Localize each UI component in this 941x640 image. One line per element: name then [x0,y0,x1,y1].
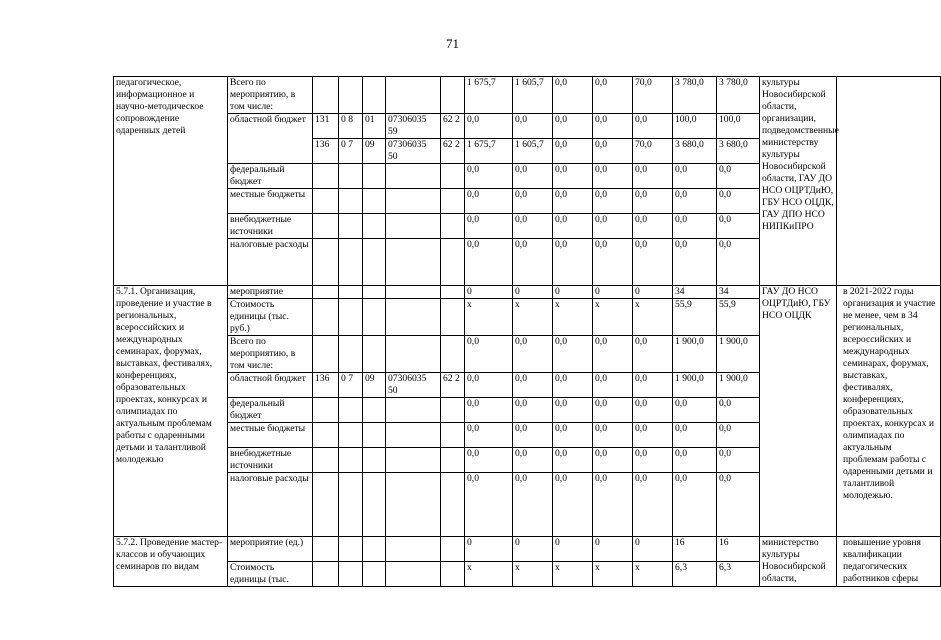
value-cell: 0,0 [633,398,673,423]
value-cell: 3 680,0 [717,139,760,164]
value-cell: 0,0 [633,164,673,189]
value-cell: 0 [465,537,513,562]
vr-code: 62 2 [441,139,465,164]
gmin-code [313,239,339,286]
csr-code [386,77,441,114]
pr-code [363,336,386,373]
value-cell: 0,0 [465,336,513,373]
gmin-code [313,336,339,373]
value-cell: 55,9 [717,299,760,336]
value-cell: 0,0 [717,398,760,423]
vr-code [441,164,465,189]
pr-code: 09 [363,139,386,164]
value-cell: 0,0 [593,77,633,114]
value-cell: 1 900,0 [717,373,760,398]
csr-code [386,214,441,239]
rz-code: 0 7 [339,373,363,398]
value-cell: x [513,299,553,336]
gmin-code: 136 [313,373,339,398]
activity-description: 5.7.1. Организация, проведение и участие в региональных, всероссийских и международных семинарах, форумах, выставках, фестивалях, конференциях, образовательных проектах, конкурсах и олимпиадах по актуальным проблемам работы с одаренными детьми и талантливой молодежью [114,286,228,537]
csr-code: 07306035 50 [386,373,441,398]
value-cell: 0,0 [673,473,717,537]
vr-code [441,336,465,373]
gmin-code [313,537,339,562]
executor-cell: министерство культуры Новосибирской области, [760,537,837,587]
pr-code [363,189,386,214]
value-cell: 0,0 [717,164,760,189]
rz-code [339,473,363,537]
value-cell: 70,0 [633,77,673,114]
vr-code [441,299,465,336]
value-cell: 0,0 [673,164,717,189]
value-cell: 0,0 [513,336,553,373]
value-cell: 0 [593,286,633,299]
value-cell: 1 675,7 [465,77,513,114]
value-cell: 0,0 [513,214,553,239]
value-cell: 3 680,0 [673,139,717,164]
gmin-code: 136 [313,139,339,164]
value-cell: 0,0 [553,398,593,423]
value-cell: 0,0 [465,473,513,537]
vr-code [441,448,465,473]
csr-code [386,336,441,373]
row-label: мероприятие (ед.) [228,537,313,562]
value-cell: 0,0 [593,473,633,537]
vr-code [441,537,465,562]
value-cell: 6,3 [717,562,760,587]
value-cell: 100,0 [673,114,717,139]
value-cell: 0 [513,286,553,299]
row-label: федеральный бюджет [228,398,313,423]
rz-code [339,286,363,299]
rz-code [339,189,363,214]
rz-code [339,77,363,114]
pr-code [363,214,386,239]
pr-code [363,448,386,473]
value-cell: 0,0 [553,139,593,164]
csr-code [386,448,441,473]
value-cell: 34 [673,286,717,299]
value-cell: x [633,299,673,336]
executor-cell: ГАУ ДО НСО ОЦРТДиЮ, ГБУ НСО ОЦДК [760,286,837,537]
value-cell: 0 [465,286,513,299]
value-cell: 0,0 [593,373,633,398]
value-cell: 0,0 [513,473,553,537]
value-cell: 0,0 [553,214,593,239]
pr-code [363,423,386,448]
pr-code [363,164,386,189]
value-cell: 0,0 [593,398,633,423]
csr-code: 07306035 59 [386,114,441,139]
vr-code [441,423,465,448]
value-cell: 0,0 [553,189,593,214]
pr-code [363,299,386,336]
rz-code: 0 7 [339,139,363,164]
value-cell: 0,0 [593,448,633,473]
value-cell: 1 900,0 [717,336,760,373]
value-cell: 0,0 [553,373,593,398]
value-cell: 0,0 [465,448,513,473]
row-label: местные бюджеты [228,189,313,214]
table-row [114,286,941,299]
value-cell: x [633,562,673,587]
row-label: Всего по мероприятию, в том числе: [228,77,313,114]
value-cell: 0 [593,537,633,562]
vr-code [441,473,465,537]
expected-result-cell: повышение уровня квалификации педагогических работников сферы [837,537,941,587]
value-cell: x [465,299,513,336]
csr-code [386,562,441,587]
value-cell: 0,0 [673,398,717,423]
gmin-code [313,164,339,189]
value-cell: 0,0 [553,239,593,286]
value-cell: 100,0 [717,114,760,139]
value-cell: x [513,562,553,587]
vr-code: 62 2 [441,373,465,398]
value-cell: x [553,299,593,336]
value-cell: 16 [717,537,760,562]
expected-result-cell [837,77,941,286]
value-cell: 0,0 [717,214,760,239]
gmin-code [313,562,339,587]
vr-code [441,286,465,299]
gmin-code [313,398,339,423]
value-cell: 0,0 [593,189,633,214]
value-cell: 0,0 [717,448,760,473]
value-cell: 0,0 [593,214,633,239]
value-cell: 0,0 [633,336,673,373]
csr-code [386,473,441,537]
value-cell: 0,0 [633,214,673,239]
value-cell: 0,0 [673,423,717,448]
rz-code [339,448,363,473]
value-cell: 0,0 [553,423,593,448]
vr-code [441,77,465,114]
value-cell: x [593,562,633,587]
value-cell: 0,0 [465,164,513,189]
csr-code [386,239,441,286]
row-label: Стоимость единицы (тыс. руб.) [228,299,313,336]
value-cell: 0,0 [553,164,593,189]
value-cell: x [553,562,593,587]
rz-code [339,336,363,373]
budget-table [113,76,941,587]
value-cell: 1 675,7 [465,139,513,164]
value-cell: 0 [553,286,593,299]
rz-code [339,562,363,587]
value-cell: 1 605,7 [513,139,553,164]
value-cell: 0,0 [465,114,513,139]
rz-code [339,423,363,448]
value-cell: 0,0 [513,398,553,423]
executor-cell: культуры Новосибирской области, организации, подведомственные министерству культуры Новосибирской области, ГАУ ДО НСО ОЦРТДиЮ, ГБУ НСО ОЦДК, ГАУ ДПО НСО НИПКиПРО [760,77,837,286]
csr-code: 07306035 50 [386,139,441,164]
value-cell: 0 [633,286,673,299]
value-cell: 0,0 [465,398,513,423]
value-cell: 0,0 [513,164,553,189]
value-cell: 1 605,7 [513,77,553,114]
value-cell: 1 900,0 [673,373,717,398]
value-cell: 0,0 [717,473,760,537]
value-cell: 0,0 [465,373,513,398]
row-label: Всего по мероприятию, в том числе: [228,336,313,373]
vr-code [441,562,465,587]
gmin-code [313,299,339,336]
vr-code [441,214,465,239]
pr-code [363,77,386,114]
row-label: налоговые расходы [228,239,313,286]
rz-code [339,537,363,562]
pr-code [363,473,386,537]
value-cell: 55,9 [673,299,717,336]
page-number: 71 [446,36,459,51]
value-cell: 0,0 [513,239,553,286]
vr-code [441,398,465,423]
csr-code [386,286,441,299]
value-cell: 34 [717,286,760,299]
row-label: внебюджетные источники [228,214,313,239]
gmin-code [313,423,339,448]
csr-code [386,423,441,448]
rz-code [339,398,363,423]
value-cell: 0,0 [465,423,513,448]
value-cell: 0,0 [513,189,553,214]
row-label: областной бюджет [228,114,313,164]
expected-result-cell: в 2021-2022 годы организация и участие не менее, чем в 34 региональных, всероссийских и международных семинарах, форумах, выставках, фестивалях, конференциях, образовательных проектах, конкурсах и олимпиадах по актуальным проблемам работы с одаренными детьми и талантливой молодежью. [837,286,941,537]
vr-code [441,239,465,286]
pr-code [363,286,386,299]
rz-code [339,299,363,336]
value-cell: 0,0 [553,473,593,537]
value-cell: x [465,562,513,587]
row-label: федеральный бюджет [228,164,313,189]
rz-code [339,214,363,239]
value-cell: 0 [513,537,553,562]
rz-code [339,164,363,189]
value-cell: 0,0 [593,423,633,448]
vr-code: 62 2 [441,114,465,139]
value-cell: 0,0 [593,114,633,139]
activity-description: 5.7.2. Проведение мастер-классов и обучающих семинаров по видам [114,537,228,587]
csr-code [386,299,441,336]
activity-description: педагогическое, информационное и научно-методическое сопровождение одаренных детей [114,77,228,286]
table-row [114,537,941,562]
value-cell: 0,0 [673,189,717,214]
value-cell: 0,0 [593,336,633,373]
pr-code: 01 [363,114,386,139]
value-cell: 0,0 [513,373,553,398]
row-label: внебюджетные источники [228,448,313,473]
csr-code [386,189,441,214]
value-cell: 0,0 [673,214,717,239]
value-cell: 0,0 [465,189,513,214]
value-cell: 0,0 [553,77,593,114]
gmin-code [313,189,339,214]
row-label: мероприятие [228,286,313,299]
value-cell: 0,0 [673,448,717,473]
gmin-code [313,473,339,537]
pr-code: 09 [363,373,386,398]
value-cell: 0 [553,537,593,562]
gmin-code: 131 [313,114,339,139]
value-cell: 0,0 [717,423,760,448]
value-cell: 0,0 [553,114,593,139]
csr-code [386,164,441,189]
value-cell: 6,3 [673,562,717,587]
value-cell: 0,0 [553,448,593,473]
pr-code [363,398,386,423]
value-cell: x [593,299,633,336]
gmin-code [313,448,339,473]
rz-code [339,239,363,286]
value-cell: 0,0 [593,139,633,164]
value-cell: 0,0 [465,239,513,286]
value-cell: 70,0 [633,139,673,164]
value-cell: 0,0 [465,214,513,239]
value-cell: 0,0 [717,239,760,286]
value-cell: 0,0 [633,448,673,473]
value-cell: 0,0 [513,448,553,473]
csr-code [386,398,441,423]
gmin-code [313,77,339,114]
value-cell: 3 780,0 [717,77,760,114]
gmin-code [313,214,339,239]
value-cell: 0,0 [513,114,553,139]
value-cell: 0,0 [633,189,673,214]
pr-code [363,239,386,286]
rz-code: 0 8 [339,114,363,139]
table-row [114,77,941,114]
value-cell: 0,0 [593,239,633,286]
value-cell: 0,0 [633,423,673,448]
value-cell: 0,0 [633,114,673,139]
value-cell: 0,0 [513,423,553,448]
value-cell: 0,0 [553,336,593,373]
value-cell: 0,0 [633,373,673,398]
pr-code [363,562,386,587]
row-label: областной бюджет [228,373,313,398]
value-cell: 3 780,0 [673,77,717,114]
value-cell: 0,0 [633,473,673,537]
value-cell: 16 [673,537,717,562]
csr-code [386,537,441,562]
value-cell: 0,0 [633,239,673,286]
row-label: налоговые расходы [228,473,313,537]
value-cell: 1 900,0 [673,336,717,373]
row-label: местные бюджеты [228,423,313,448]
vr-code [441,189,465,214]
value-cell: 0,0 [717,189,760,214]
gmin-code [313,286,339,299]
value-cell: 0,0 [593,164,633,189]
value-cell: 0 [633,537,673,562]
row-label: Стоимость единицы (тыс. [228,562,313,587]
value-cell: 0,0 [673,239,717,286]
pr-code [363,537,386,562]
